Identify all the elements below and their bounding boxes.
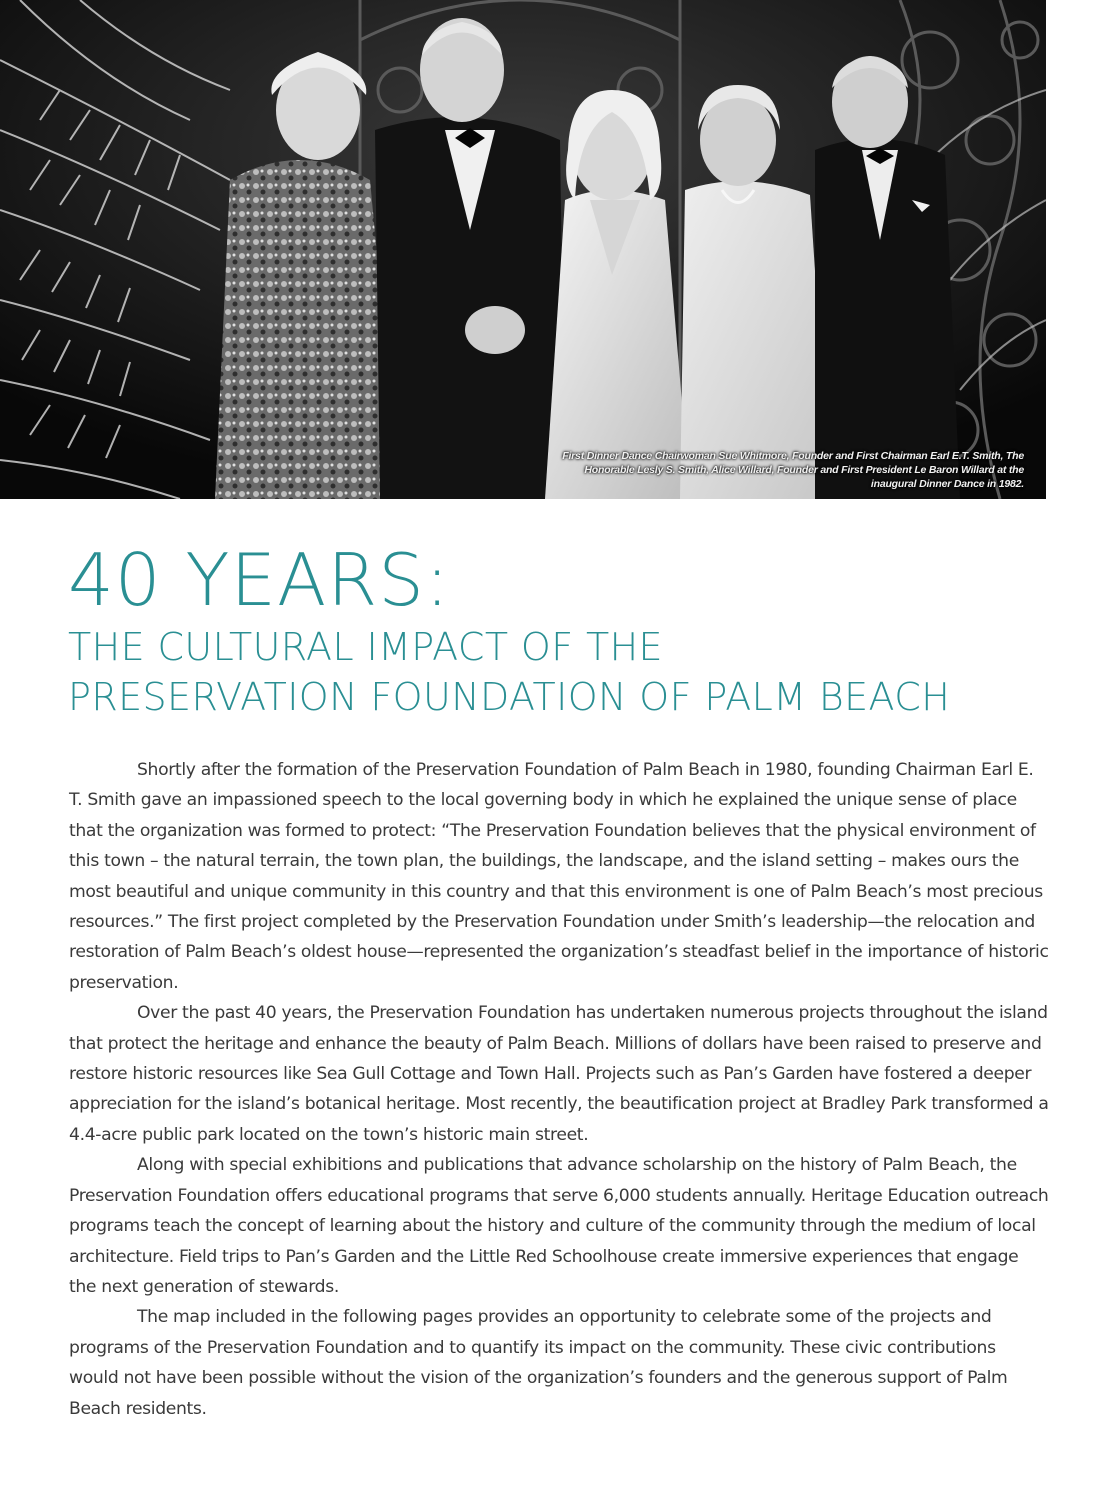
subtitle-line-2: PRESERVATION FOUNDATION OF PALM BEACH <box>68 675 951 719</box>
page-subtitle <box>68 622 950 722</box>
article-body <box>69 755 1049 1424</box>
subtitle-line-1: THE CULTURAL IMPACT OF THE <box>68 625 663 669</box>
photo-caption: First Dinner Dance Chairwoman Sue Whitmore, Founder and First Chairman Earl E.T. Smith, The Honorable Lesly S. Smith, Alice Willard, Founder and First President Le Baron Willard at the inaugural Dinner Dance in 1982. <box>562 450 1024 490</box>
paragraph-2: Over the past 40 years, the Preservation Foundation has undertaken numerous projects throughout the island that protect the heritage and enhance the beauty of Palm Beach. Millions of dollars have been raised to preserve and restore historic resources like Sea Gull Cottage and Town Hall. Projects such as Pan’s Garden have fostered a deeper appreciation for the island’s botanical heritage. Most recently, the beautification project at Bradley Park transformed a 4.4-acre public park located on the town’s historic main street. <box>69 1003 1049 1145</box>
page-title: 40 YEARS: <box>68 538 451 622</box>
photo-illustration <box>0 0 1046 499</box>
paragraph-3: Along with special exhibitions and publications that advance scholarship on the history of Palm Beach, the Preservation Foundation offers educational programs that serve 6,000 students annually. Heritage Education outreach programs teach the concept of learning about the history and culture of the community through the medium of local architecture. Field trips to Pan’s Garden and the Little Red Schoolhouse create immersive experiences that engage the next generation of stewards. <box>69 1155 1049 1297</box>
historic-photo <box>0 0 1046 499</box>
paragraph-1: Shortly after the formation of the Preservation Foundation of Palm Beach in 1980, founding Chairman Earl E. T. Smith gave an impassioned speech to the local governing body in which he explained the unique sense of place that the organization was formed to protect: “The Preservation Foundation believes that the physical environment of this town – the natural terrain, the town plan, the buildings, the landscape, and the island setting – makes ours the most beautiful and unique community in this country and that this environment is one of Palm Beach’s most precious resources.” The first project completed by the Preservation Foundation under Smith’s leadership—the relocation and restoration of Palm Beach’s oldest house—represented the organization’s steadfast belief in the importance of historic preservation. <box>69 760 1049 993</box>
paragraph-4: The map included in the following pages provides an opportunity to celebrate some of the projects and programs of the Preservation Foundation and to quantify its impact on the community. These civic contributions would not have been possible without the vision of the organization’s founders and the generous support of Palm Beach residents. <box>69 1307 1008 1419</box>
